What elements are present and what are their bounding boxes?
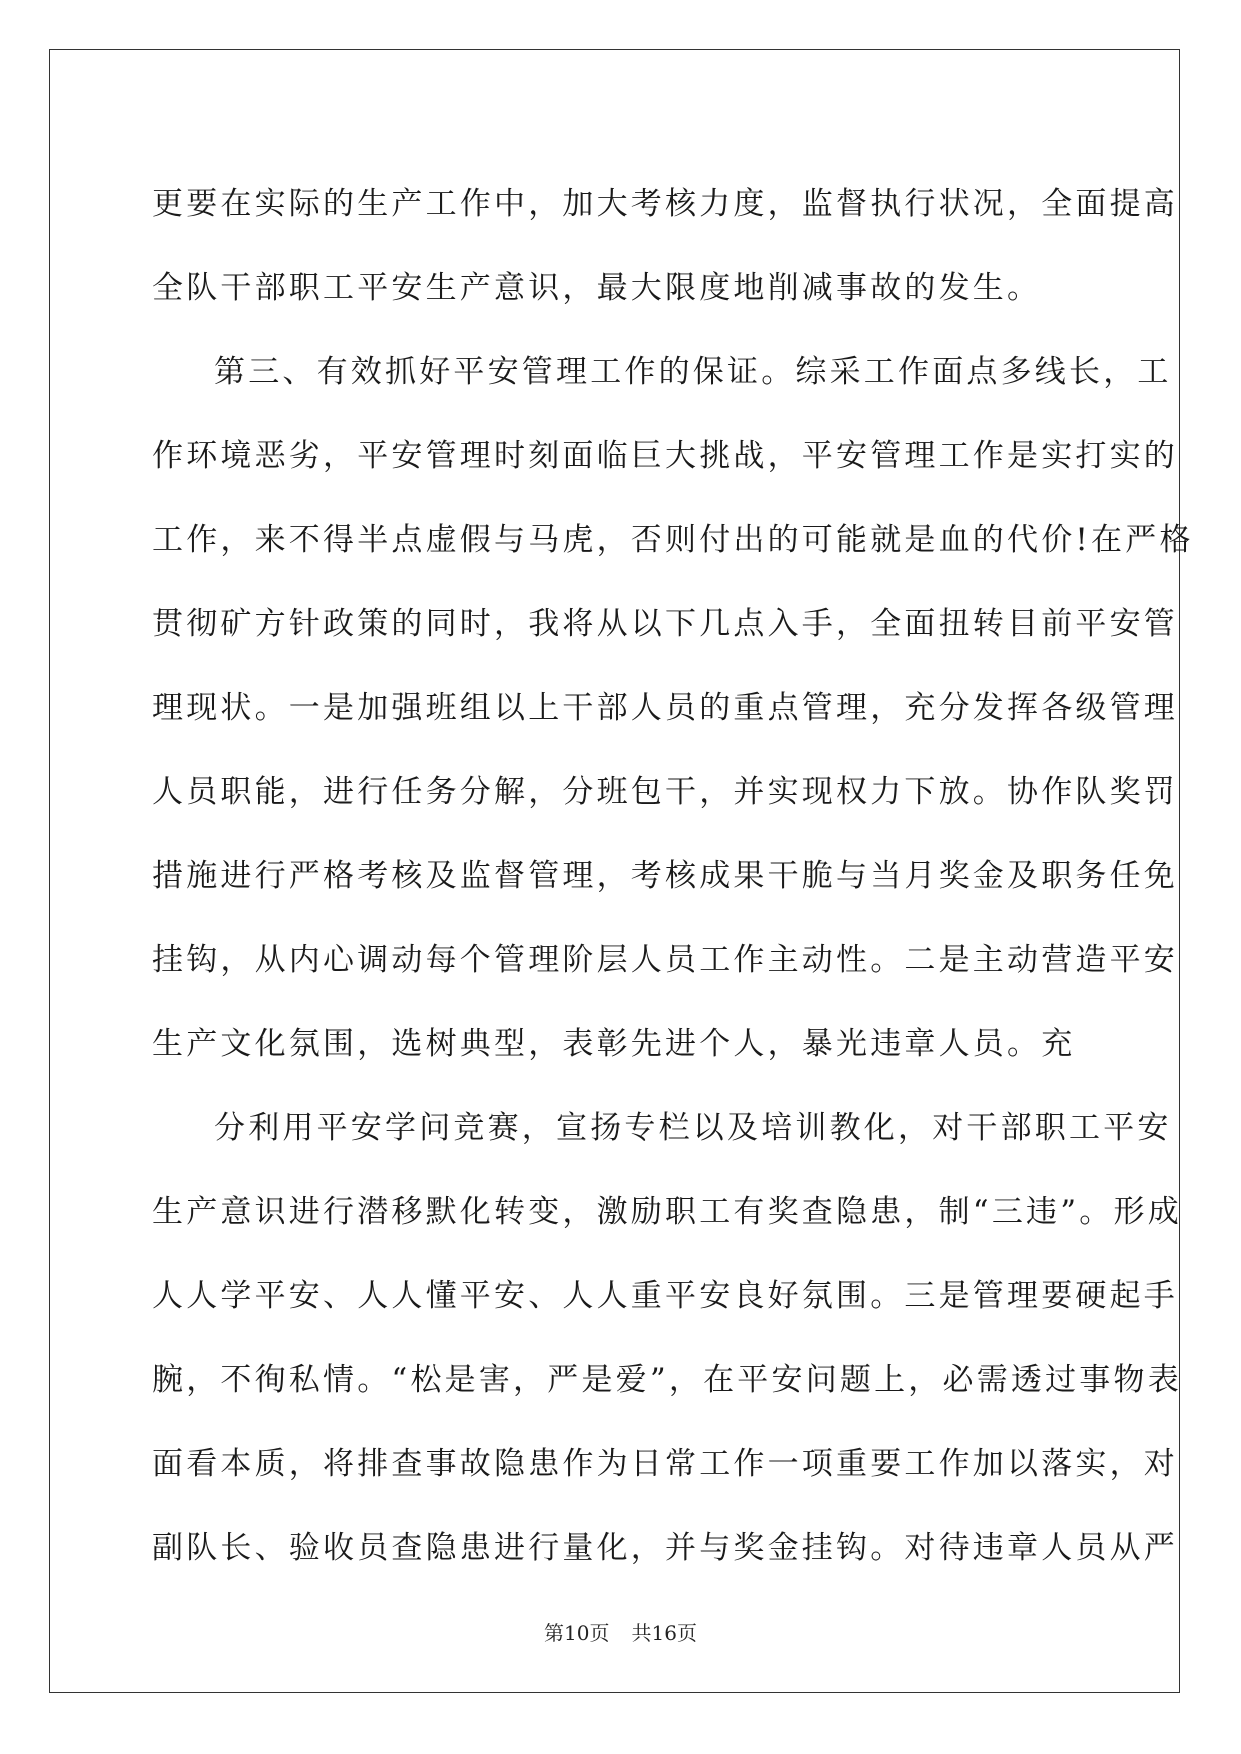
- text-line: 工作，来不得半点虚假与马虎，否则付出的可能就是血的代价!在严格: [152, 522, 1194, 558]
- text-line: 分利用平安学问竞赛，宣扬专栏以及培训教化，对干部职工平安: [214, 1110, 1172, 1146]
- text-line: 人员职能，进行任务分解，分班包干，并实现权力下放。协作队奖罚: [152, 774, 1178, 810]
- text-line: 腕，不徇私情。“松是害，严是爱”，在平安问题上，必需透过事物表: [152, 1362, 1182, 1398]
- paragraph-1: [152, 162, 1178, 330]
- text-line: 生产意识进行潜移默化转变，激励职工有奖查隐患，制“三违”。形成: [152, 1194, 1182, 1230]
- paragraph-2: [152, 330, 1194, 1086]
- page-footer: [0, 1617, 1241, 1646]
- text-line: 更要在实际的生产工作中，加大考核力度，监督执行状况，全面提高: [152, 186, 1178, 222]
- document-body: [152, 162, 1194, 1590]
- text-line: 挂钩，从内心调动每个管理阶层人员工作主动性。二是主动营造平安: [152, 942, 1178, 978]
- paragraph-3: [152, 1086, 1182, 1590]
- text-line: 面看本质，将排查事故隐患作为日常工作一项重要工作加以落实，对: [152, 1446, 1178, 1482]
- text-line: 作环境恶劣，平安管理时刻面临巨大挑战，平安管理工作是实打实的: [152, 438, 1178, 474]
- text-line: 副队长、验收员查隐患进行量化，并与奖金挂钩。对待违章人员从严: [152, 1530, 1178, 1566]
- text-line: 生产文化氛围，选树典型，表彰先进个人，暴光违章人员。充: [152, 1026, 1076, 1062]
- text-line: 理现状。一是加强班组以上干部人员的重点管理，充分发挥各级管理: [152, 690, 1178, 726]
- text-line: 全队干部职工平安生产意识，最大限度地削减事故的发生。: [152, 270, 1042, 306]
- page-number: 第10页: [544, 1621, 610, 1645]
- text-line: 贯彻矿方针政策的同时，我将从以下几点入手，全面扭转目前平安管: [152, 606, 1178, 642]
- text-line: 措施进行严格考核及监督管理，考核成果干脆与当月奖金及职务任免: [152, 858, 1178, 894]
- text-line: 第三、有效抓好平安管理工作的保证。综采工作面点多线长，工: [214, 354, 1172, 390]
- text-line: 人人学平安、人人懂平安、人人重平安良好氛围。三是管理要硬起手: [152, 1278, 1178, 1314]
- page-total: 共16页: [631, 1621, 697, 1645]
